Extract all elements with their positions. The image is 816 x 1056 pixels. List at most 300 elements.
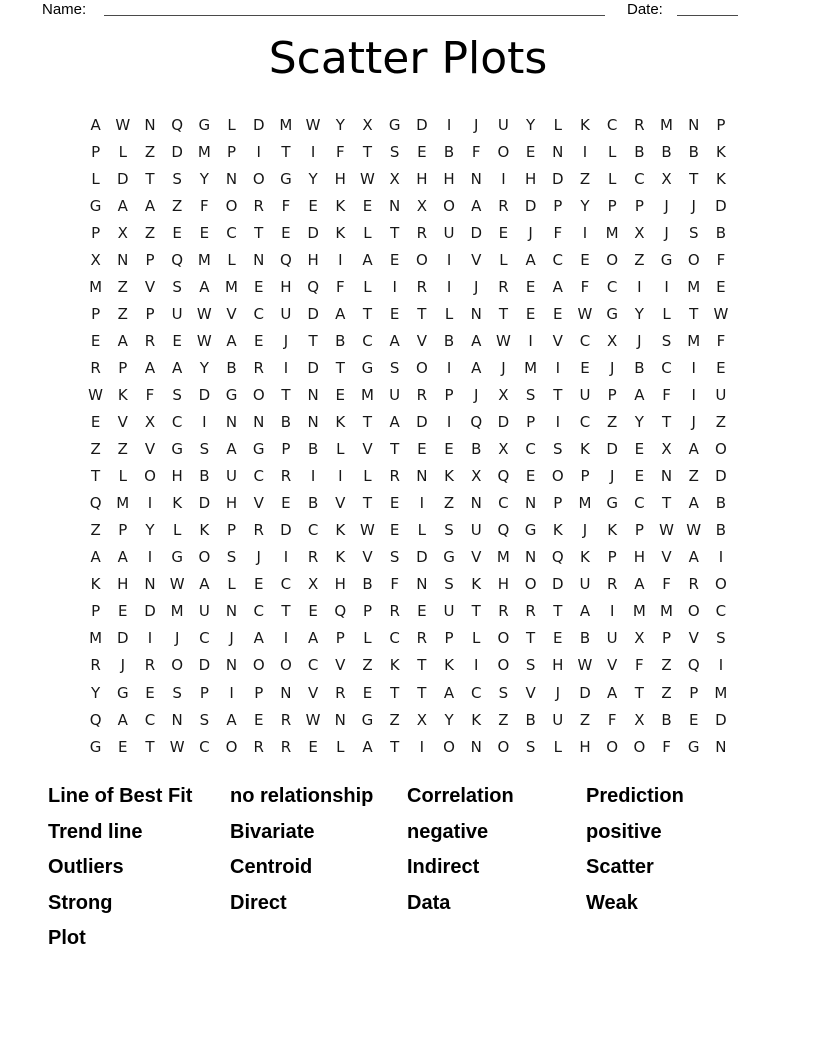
grid-letter: D: [117, 169, 129, 188]
grid-letter: C: [280, 575, 292, 594]
grid-letter: E: [444, 440, 454, 459]
grid-letter: V: [253, 494, 264, 513]
grid-letter: R: [280, 710, 292, 729]
grid-letter: I: [474, 656, 479, 675]
grid-letter: J: [691, 413, 696, 432]
grid-letter: J: [256, 548, 261, 567]
grid-letter: N: [253, 250, 265, 269]
grid-letter: P: [227, 521, 237, 540]
grid-letter: P: [607, 196, 617, 215]
grid-letter: T: [335, 358, 345, 377]
grid-letter: E: [389, 250, 400, 269]
grid-letter: E: [308, 737, 318, 756]
grid-letter: Z: [661, 683, 672, 702]
grid-letter: A: [335, 304, 346, 323]
grid-letter: T: [362, 142, 373, 161]
grid-letter: M: [660, 115, 673, 134]
grid-letter: I: [446, 358, 452, 377]
grid-letter: I: [283, 358, 289, 377]
grid-letter: C: [226, 223, 237, 242]
grid-letter: I: [419, 494, 425, 513]
grid-letter: A: [389, 331, 400, 350]
grid-letter: D: [416, 548, 428, 567]
grid-letter: A: [226, 440, 237, 459]
grid-letter: W: [196, 331, 212, 350]
grid-letter: J: [474, 277, 479, 296]
date-blank-line: [677, 15, 738, 16]
grid-letter: T: [634, 683, 644, 702]
grid-letter: K: [199, 521, 210, 540]
grid-letter: H: [524, 169, 537, 188]
grid-letter: W: [577, 304, 593, 323]
grid-letter: A: [172, 358, 183, 377]
grid-letter: C: [579, 413, 591, 432]
grid-letter: C: [171, 413, 183, 432]
grid-letter: W: [713, 304, 729, 323]
grid-letter: C: [606, 115, 618, 134]
word-list-item: negative: [407, 820, 489, 843]
grid-letter: E: [362, 196, 373, 215]
grid-letter: B: [579, 629, 591, 648]
grid-letter: L: [417, 521, 427, 540]
grid-letter: P: [553, 196, 563, 215]
grid-letter: N: [660, 467, 673, 486]
grid-letter: I: [691, 385, 696, 404]
grid-letter: N: [225, 413, 238, 432]
grid-letter: F: [335, 142, 345, 161]
grid-letter: V: [117, 413, 128, 432]
grid-letter: Q: [497, 521, 510, 540]
grid-letter: X: [498, 440, 509, 459]
grid-letter: R: [280, 737, 292, 756]
grid-letter: Z: [117, 277, 128, 296]
grid-letter: J: [555, 683, 560, 702]
grid-letter: O: [606, 737, 619, 756]
grid-letter: Q: [89, 710, 102, 729]
grid-letter: E: [362, 683, 373, 702]
grid-letter: O: [715, 575, 727, 594]
grid-letter: M: [496, 548, 510, 567]
grid-letter: L: [118, 142, 127, 161]
grid-letter: K: [580, 115, 590, 134]
grid-letter: O: [497, 629, 510, 648]
grid-letter: D: [552, 575, 564, 594]
grid-letter: I: [582, 223, 588, 242]
grid-letter: K: [607, 521, 618, 540]
grid-letter: S: [525, 737, 536, 756]
grid-letter: I: [283, 548, 289, 567]
grid-letter: N: [470, 169, 482, 188]
grid-letter: S: [172, 169, 182, 188]
grid-letter: S: [525, 385, 536, 404]
grid-letter: T: [471, 602, 481, 621]
grid-letter: N: [225, 602, 238, 621]
grid-letter: E: [281, 223, 291, 242]
grid-letter: Z: [607, 413, 618, 432]
grid-letter: D: [307, 358, 319, 377]
grid-letter: T: [145, 169, 155, 188]
grid-letter: A: [199, 575, 210, 594]
grid-letter: H: [171, 467, 183, 486]
grid-letter: H: [497, 575, 510, 594]
grid-letter: L: [172, 521, 182, 540]
grid-letter: D: [497, 413, 510, 432]
grid-letter: E: [580, 358, 590, 377]
grid-letter: C: [552, 250, 564, 269]
grid-letter: R: [253, 737, 264, 756]
grid-letter: R: [525, 602, 536, 621]
grid-letter: K: [389, 656, 400, 675]
grid-letter: P: [91, 304, 101, 323]
grid-letter: T: [281, 602, 291, 621]
grid-letter: D: [252, 115, 265, 134]
grid-letter: Q: [171, 250, 184, 269]
grid-letter: P: [689, 683, 699, 702]
grid-letter: L: [499, 250, 508, 269]
grid-letter: N: [416, 575, 428, 594]
grid-letter: P: [634, 196, 644, 215]
grid-letter: P: [607, 385, 617, 404]
grid-letter: A: [117, 710, 128, 729]
grid-letter: F: [471, 142, 481, 161]
grid-letter: F: [200, 196, 209, 215]
grid-letter: C: [634, 494, 645, 513]
grid-letter: H: [334, 575, 346, 594]
grid-letter: L: [662, 304, 671, 323]
grid-letter: Z: [172, 196, 183, 215]
grid-letter: G: [606, 494, 618, 513]
grid-letter: B: [443, 142, 455, 161]
grid-letter: M: [687, 277, 701, 296]
grid-letter: J: [528, 223, 533, 242]
grid-letter: A: [579, 602, 591, 621]
grid-letter: U: [552, 710, 564, 729]
grid-letter: P: [118, 521, 128, 540]
grid-letter: M: [605, 223, 619, 242]
grid-letter: V: [335, 494, 346, 513]
grid-letter: Z: [90, 521, 101, 540]
grid-letter: L: [363, 277, 372, 296]
grid-letter: K: [172, 494, 183, 513]
grid-letter: N: [389, 196, 401, 215]
grid-letter: T: [390, 683, 400, 702]
grid-letter: O: [252, 169, 265, 188]
grid-letter: E: [172, 331, 182, 350]
grid-letter: B: [226, 358, 237, 377]
grid-letter: H: [633, 548, 645, 567]
date-label: Date:: [627, 1, 663, 18]
grid-letter: Y: [199, 169, 209, 188]
grid-letter: Z: [117, 440, 128, 459]
grid-letter: D: [579, 683, 591, 702]
grid-letter: W: [360, 521, 375, 540]
grid-letter: I: [718, 656, 724, 675]
grid-letter: O: [415, 358, 428, 377]
grid-letter: E: [417, 602, 427, 621]
grid-letter: K: [335, 521, 346, 540]
grid-letter: B: [688, 142, 699, 161]
grid-letter: N: [470, 304, 482, 323]
grid-letter: R: [335, 683, 346, 702]
grid-letter: A: [253, 629, 264, 648]
grid-letter: Q: [89, 494, 102, 513]
grid-letter: A: [525, 250, 536, 269]
grid-letter: H: [225, 494, 238, 513]
grid-letter: A: [634, 385, 645, 404]
grid-letter: H: [280, 277, 292, 296]
grid-letter: E: [688, 710, 699, 729]
grid-letter: O: [551, 467, 564, 486]
grid-letter: B: [335, 331, 346, 350]
grid-letter: O: [687, 602, 700, 621]
grid-letter: T: [281, 142, 291, 161]
grid-letter: M: [279, 115, 293, 134]
grid-letter: I: [147, 629, 153, 648]
grid-letter: A: [90, 115, 101, 134]
grid-letter: Q: [280, 250, 292, 269]
grid-letter: O: [225, 737, 238, 756]
grid-letter: E: [634, 440, 645, 459]
grid-letter: Y: [526, 115, 536, 134]
grid-letter: R: [498, 196, 509, 215]
grid-letter: W: [169, 737, 185, 756]
grid-letter: Q: [307, 277, 319, 296]
grid-letter: E: [498, 223, 509, 242]
grid-letter: L: [553, 115, 562, 134]
grid-letter: G: [225, 385, 238, 404]
grid-letter: A: [117, 331, 128, 350]
word-list-item: positive: [586, 820, 662, 843]
grid-letter: Z: [498, 710, 509, 729]
grid-letter: L: [607, 169, 617, 188]
grid-letter: C: [253, 467, 264, 486]
grid-letter: J: [283, 331, 289, 350]
grid-letter: U: [198, 602, 210, 621]
grid-letter: B: [307, 494, 319, 513]
grid-letter: D: [280, 521, 292, 540]
grid-letter: C: [362, 331, 373, 350]
grid-letter: V: [607, 656, 618, 675]
grid-letter: M: [197, 250, 211, 269]
grid-letter: E: [172, 223, 182, 242]
grid-letter: O: [497, 737, 510, 756]
grid-letter: I: [691, 358, 696, 377]
grid-letter: C: [199, 737, 210, 756]
grid-letter: R: [688, 575, 699, 594]
grid-letter: N: [144, 115, 156, 134]
grid-letter: J: [229, 629, 234, 648]
grid-letter: N: [307, 413, 319, 432]
grid-letter: R: [389, 467, 400, 486]
grid-letter: N: [171, 710, 183, 729]
grid-letter: Z: [443, 494, 455, 513]
grid-letter: O: [171, 656, 184, 675]
grid-letter: F: [145, 385, 155, 404]
grid-letter: U: [280, 304, 292, 323]
grid-letter: L: [444, 304, 454, 323]
grid-letter: P: [145, 250, 155, 269]
grid-letter: M: [714, 683, 728, 702]
grid-letter: I: [419, 737, 425, 756]
grid-letter: T: [417, 683, 427, 702]
grid-letter: E: [389, 304, 400, 323]
grid-letter: E: [145, 683, 155, 702]
grid-letter: X: [634, 223, 645, 242]
grid-letter: K: [471, 575, 482, 594]
grid-letter: K: [335, 548, 346, 567]
grid-letter: M: [360, 385, 374, 404]
grid-letter: R: [634, 115, 645, 134]
grid-letter: N: [225, 169, 238, 188]
grid-letter: R: [498, 277, 509, 296]
grid-letter: R: [416, 629, 428, 648]
grid-letter: V: [416, 331, 427, 350]
grid-letter: D: [144, 602, 156, 621]
grid-letter: V: [525, 683, 536, 702]
grid-letter: K: [471, 710, 482, 729]
grid-letter: I: [256, 142, 261, 161]
grid-letter: R: [389, 602, 400, 621]
grid-letter: E: [389, 521, 400, 540]
grid-letter: Z: [144, 142, 156, 161]
grid-letter: V: [226, 304, 237, 323]
grid-letter: X: [389, 169, 400, 188]
grid-letter: P: [634, 521, 644, 540]
grid-letter: B: [634, 142, 645, 161]
grid-letter: U: [171, 304, 183, 323]
grid-letter: E: [716, 358, 726, 377]
grid-letter: E: [253, 575, 264, 594]
grid-letter: N: [334, 710, 346, 729]
grid-letter: G: [524, 521, 537, 540]
grid-letter: G: [171, 440, 183, 459]
word-list-item: Outliers: [48, 856, 124, 879]
grid-letter: X: [362, 115, 373, 134]
grid-letter: D: [307, 304, 319, 323]
grid-letter: E: [553, 629, 563, 648]
grid-letter: B: [443, 331, 455, 350]
grid-letter: V: [552, 331, 563, 350]
grid-letter: A: [226, 710, 237, 729]
word-list-item: no relationship: [230, 785, 374, 807]
grid-letter: Z: [117, 304, 128, 323]
grid-letter: M: [89, 629, 103, 648]
grid-letter: V: [307, 683, 319, 702]
grid-letter: T: [417, 304, 427, 323]
word-list-item: Strong: [48, 891, 113, 914]
word-list-item: Prediction: [586, 785, 684, 807]
grid-letter: P: [91, 142, 101, 161]
grid-letter: I: [283, 629, 289, 648]
word-list-item: Correlation: [407, 785, 514, 807]
grid-letter: C: [634, 169, 645, 188]
grid-letter: M: [89, 277, 103, 296]
grid-letter: L: [363, 467, 372, 486]
grid-letter: I: [528, 331, 533, 350]
grid-letter: P: [607, 548, 617, 567]
grid-letter: M: [170, 602, 184, 621]
grid-letter: N: [470, 737, 482, 756]
grid-letter: T: [390, 440, 400, 459]
grid-letter: X: [471, 467, 482, 486]
grid-letter: H: [443, 169, 455, 188]
name-label: Name:: [42, 1, 87, 18]
grid-letter: N: [280, 683, 292, 702]
grid-letter: J: [664, 196, 669, 215]
grid-letter: B: [661, 142, 672, 161]
word-list-column: [48, 779, 230, 957]
grid-letter: S: [226, 548, 237, 567]
grid-letter: I: [392, 277, 397, 296]
grid-letter: V: [471, 548, 482, 567]
grid-letter: T: [91, 467, 101, 486]
grid-letter: F: [716, 250, 726, 269]
word-list-column: [230, 779, 407, 921]
grid-letter: T: [254, 223, 264, 242]
word-list-item: Data: [407, 891, 451, 914]
grid-letter: O: [280, 656, 292, 675]
grid-letter: Z: [579, 169, 591, 188]
grid-letter: S: [172, 385, 182, 404]
grid-letter: F: [662, 385, 671, 404]
grid-letter: Z: [389, 710, 400, 729]
grid-letter: P: [281, 440, 291, 459]
grid-letter: S: [389, 358, 400, 377]
grid-letter: N: [225, 656, 238, 675]
grid-letter: J: [609, 467, 615, 486]
grid-letter: D: [171, 142, 183, 161]
grid-letter: T: [689, 169, 699, 188]
grid-letter: O: [497, 656, 510, 675]
grid-letter: O: [225, 196, 238, 215]
grid-letter: C: [307, 521, 319, 540]
grid-letter: V: [362, 548, 373, 567]
grid-letter: R: [416, 385, 428, 404]
grid-letter: A: [144, 358, 156, 377]
grid-letter: R: [253, 358, 264, 377]
grid-letter: R: [144, 656, 156, 675]
grid-letter: I: [718, 548, 724, 567]
grid-letter: N: [470, 494, 482, 513]
grid-letter: N: [253, 413, 265, 432]
grid-letter: H: [307, 250, 319, 269]
grid-letter: N: [144, 575, 156, 594]
grid-letter: L: [227, 575, 236, 594]
grid-letter: T: [390, 223, 400, 242]
grid-letter: F: [716, 331, 726, 350]
grid-letter: L: [227, 250, 236, 269]
grid-letter: T: [417, 656, 427, 675]
word-list-item: Direct: [230, 891, 287, 914]
grid-letter: W: [686, 521, 702, 540]
grid-letter: P: [91, 223, 101, 242]
grid-letter: T: [689, 304, 699, 323]
grid-letter: K: [715, 169, 726, 188]
grid-letter: H: [117, 575, 129, 594]
grid-letter: M: [578, 494, 592, 513]
grid-letter: J: [120, 656, 125, 675]
grid-letter: U: [226, 467, 238, 486]
grid-letter: O: [715, 440, 727, 459]
grid-letter: Y: [145, 521, 155, 540]
grid-letter: E: [253, 331, 264, 350]
grid-letter: V: [471, 250, 482, 269]
grid-letter: F: [635, 656, 644, 675]
grid-letter: H: [552, 656, 564, 675]
grid-letter: U: [606, 629, 618, 648]
grid-letter: J: [474, 115, 479, 134]
grid-letter: G: [198, 115, 211, 134]
